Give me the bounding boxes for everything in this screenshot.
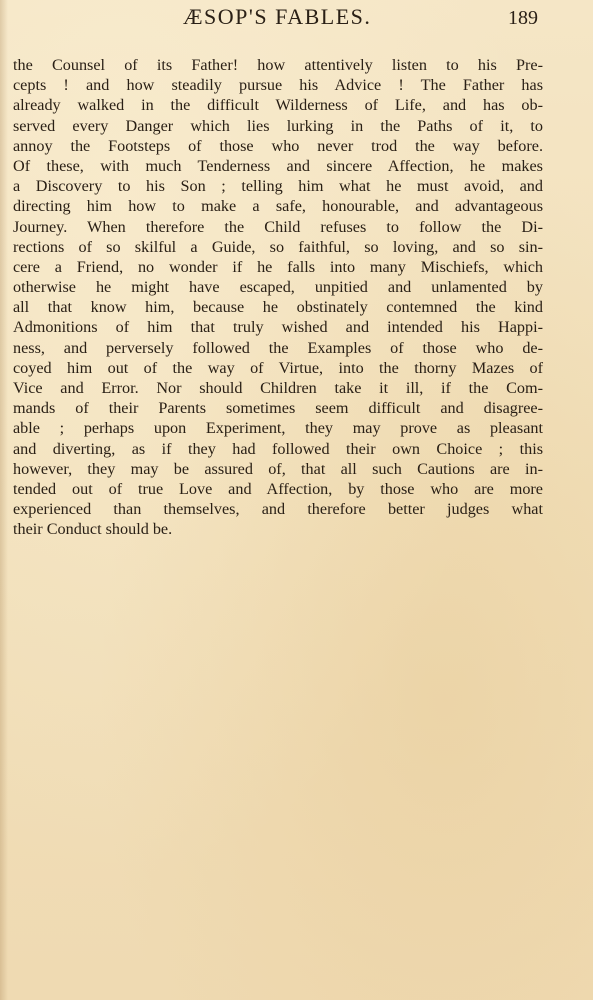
text-line: mands of their Parents sometimes seem difficult and disagree- bbox=[13, 399, 543, 418]
page-number: 189 bbox=[508, 7, 538, 29]
text-line: and diverting, as if they had followed their own Choice ; this bbox=[13, 439, 543, 458]
text-line: rections of so skilful a Guide, so faithful, so loving, and so sin- bbox=[13, 237, 543, 256]
running-title: ÆSOP'S FABLES. bbox=[183, 4, 372, 29]
text-line: the Counsel of its Father! how attentively listen to his Pre- bbox=[13, 56, 543, 74]
text-line: able ; perhaps upon Experiment, they may prove as pleasant bbox=[13, 419, 543, 438]
text-line: served every Danger which lies lurking in the Paths of it, to bbox=[13, 116, 543, 135]
text-line: cere a Friend, no wonder if he falls into many Mischiefs, which bbox=[13, 257, 543, 276]
text-line: already walked in the difficult Wilderness of Life, and has ob- bbox=[13, 96, 543, 115]
text-line: their Conduct should be. bbox=[13, 520, 173, 539]
text-line: Vice and Error. Nor should Children take it ill, if the Com- bbox=[13, 379, 543, 397]
text-line: coyed him out of the way of Virtue, into the thorny Mazes of bbox=[13, 358, 543, 377]
text-line: Of these, with much Tenderness and sincere Affection, he makes bbox=[13, 156, 543, 175]
text-line: cepts ! and how steadily pursue his Advice ! The Father has bbox=[13, 76, 543, 95]
text-line: otherwise he might have escaped, unpitied and unlamented by bbox=[13, 278, 543, 297]
text-line: tended out of true Love and Affection, by those who are more bbox=[13, 479, 543, 498]
text-line: Journey. When therefore the Child refuses to follow the Di- bbox=[13, 217, 543, 236]
text-line: experienced than themselves, and therefore better judges what bbox=[13, 500, 543, 519]
text-line: annoy the Footsteps of those who never trod the way before. bbox=[13, 136, 543, 155]
text-line: directing him how to make a safe, honourable, and advantageous bbox=[13, 197, 543, 216]
page-edge-shadow bbox=[0, 0, 8, 1000]
text-line: a Discovery to his Son ; telling him what he must avoid, and bbox=[13, 177, 543, 196]
body-text bbox=[13, 55, 543, 540]
text-line: all that know him, because he obstinately contemned the kind bbox=[13, 298, 543, 317]
text-line: ness, and perversely followed the Examples of those who de- bbox=[13, 338, 543, 357]
text-line: Admonitions of him that truly wished and intended his Happi- bbox=[13, 318, 543, 337]
text-line: however, they may be assured of, that all such Cautions are in- bbox=[13, 459, 543, 478]
